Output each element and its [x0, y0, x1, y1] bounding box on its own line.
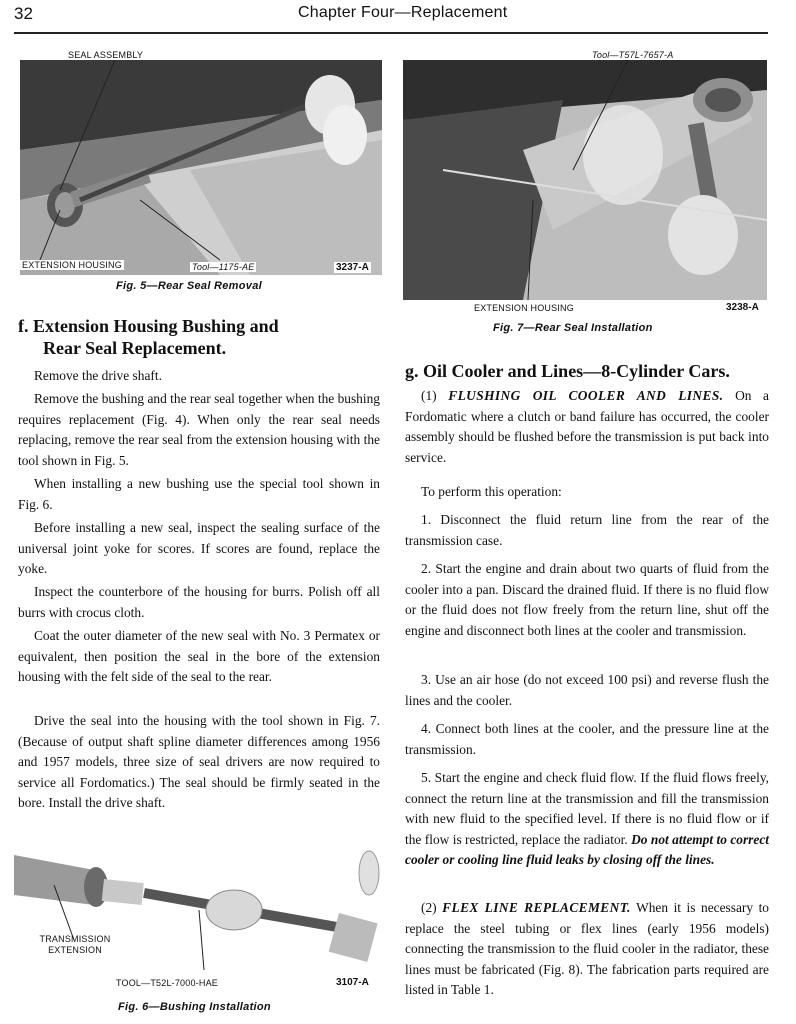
fig7-label-extension-housing: EXTENSION HOUSING [474, 303, 574, 313]
fig5-caption: Fig. 5—Rear Seal Removal [116, 280, 262, 292]
section-g-step5 [405, 768, 769, 871]
fig7-caption: Fig. 7—Rear Seal Installation [493, 322, 653, 334]
section-g-step2: 2. Start the engine and drain about two quarts of fluid from the cooler into a pan. Discard the drained fluid. If there is no fluid flow or the fluid does not flow freely from the return line, shut off the engine and disconnect both lines at the cooler and transmission. [405, 561, 769, 638]
section-g-p3-num: (2) [421, 900, 437, 915]
section-g-step3: 3. Use an air hose (do not exceed 100 psi) and reverse flush the lines and the cooler. [405, 672, 769, 708]
section-f-p2: Remove the bushing and the rear seal together when the bushing requires replacement (Fig. 4). When only the rear seal needs replacing, remove the rear seal from the extension housing with the tool shown in Fig. 5. [18, 391, 380, 468]
section-g-p1-text: On a Fordomatic where a clutch or band failure has occurred, the cooler assembly should be flushed before the transmission is put back into service. [405, 388, 769, 465]
fig7-tool-label: Tool—T57L-7657-A [592, 50, 674, 60]
fig6-tool-label: TOOL—T52L-7000-HAE [116, 978, 218, 988]
section-f-heading [18, 315, 380, 359]
section-g-p1-subhead: FLUSHING OIL COOLER AND LINES. [448, 388, 724, 403]
fig6-code: 3107-A [336, 977, 369, 988]
fig6-label-transmission-extension: TRANSMISSION EXTENSION [39, 934, 111, 955]
section-g-p1 [405, 386, 769, 468]
chapter-title: Chapter Four—Replacement [298, 4, 508, 21]
section-f-p4: Before installing a new seal, inspect the sealing surface of the universal joint yoke for scores. If scores are found, replace the yoke. [18, 520, 380, 576]
fig5-label-seal-assembly: SEAL ASSEMBLY [68, 50, 144, 60]
header-rule [14, 32, 768, 34]
section-g-step4: 4. Connect both lines at the cooler, and the pressure line at the transmission. [405, 721, 769, 757]
section-g-p3-text: When it is necessary to replace the steel tubing or flex lines (early 1956 models) connecting the transmission to the fluid cooler in the radiator, these lines must be fabricated (Fig. 8). The fabrication parts required are listed in Table 1. [405, 900, 769, 997]
section-g-heading: g. Oil Cooler and Lines—8-Cylinder Cars. [405, 361, 730, 381]
section-f-heading-line1: f. Extension Housing Bushing and [18, 316, 279, 336]
section-g-p3-subhead: FLEX LINE REPLACEMENT. [442, 900, 631, 915]
fig5-photo [20, 60, 382, 275]
section-f-p7: Drive the seal into the housing with the tool shown in Fig. 7. (Because of output shaft spline diameter differences among 1956 and 1957 models, three size of seal drivers are now required to service all Fordomatics.) The seal should be firmly seated in the bore. Install the drive shaft. [18, 713, 380, 810]
fig7-code: 3238-A [726, 302, 759, 313]
fig5-code: 3237-A [336, 262, 369, 273]
page-number: 32 [14, 4, 33, 23]
fig7-photo [403, 60, 767, 300]
fig7-illustration [403, 60, 767, 300]
section-g-step1: 1. Disconnect the fluid return line from the rear of the transmission case. [405, 512, 769, 548]
fig6-caption: Fig. 6—Bushing Installation [118, 1001, 271, 1013]
section-g-step5-text: 5. Start the engine and check fluid flow. If the fluid flows freely, connect the return line at the transmission and fill the transmission with new fluid to the specified level. If there is no fluid flow or if the flow is restricted, replace the radiator. [405, 770, 769, 847]
fig5-tool-label: Tool—1175-AE [192, 262, 255, 272]
section-g-p1-num: (1) [421, 388, 437, 403]
section-f-p5: Inspect the counterbore of the housing for burrs. Polish off all burrs with crocus cloth. [18, 584, 380, 620]
section-f-heading-line2: Rear Seal Replacement. [43, 338, 227, 358]
fig5-illustration [20, 60, 382, 275]
section-f-p6: Coat the outer diameter of the new seal with No. 3 Permatex or equivalent, then position the seal in the bore of the extension housing with the felt side of the seal to the rear. [18, 628, 380, 684]
section-g-step5-emph: Do not attempt to correct cooler or cooling line fluid leaks by closing off the lines. [405, 831, 769, 867]
section-g-p2: To perform this operation: [421, 484, 562, 499]
section-f-p1: Remove the drive shaft. [34, 368, 162, 383]
fig5-label-extension-housing: EXTENSION HOUSING [22, 260, 122, 270]
section-g-p3 [405, 898, 769, 1001]
section-f-p3: When installing a new bushing use the special tool shown in Fig. 6. [18, 476, 380, 512]
